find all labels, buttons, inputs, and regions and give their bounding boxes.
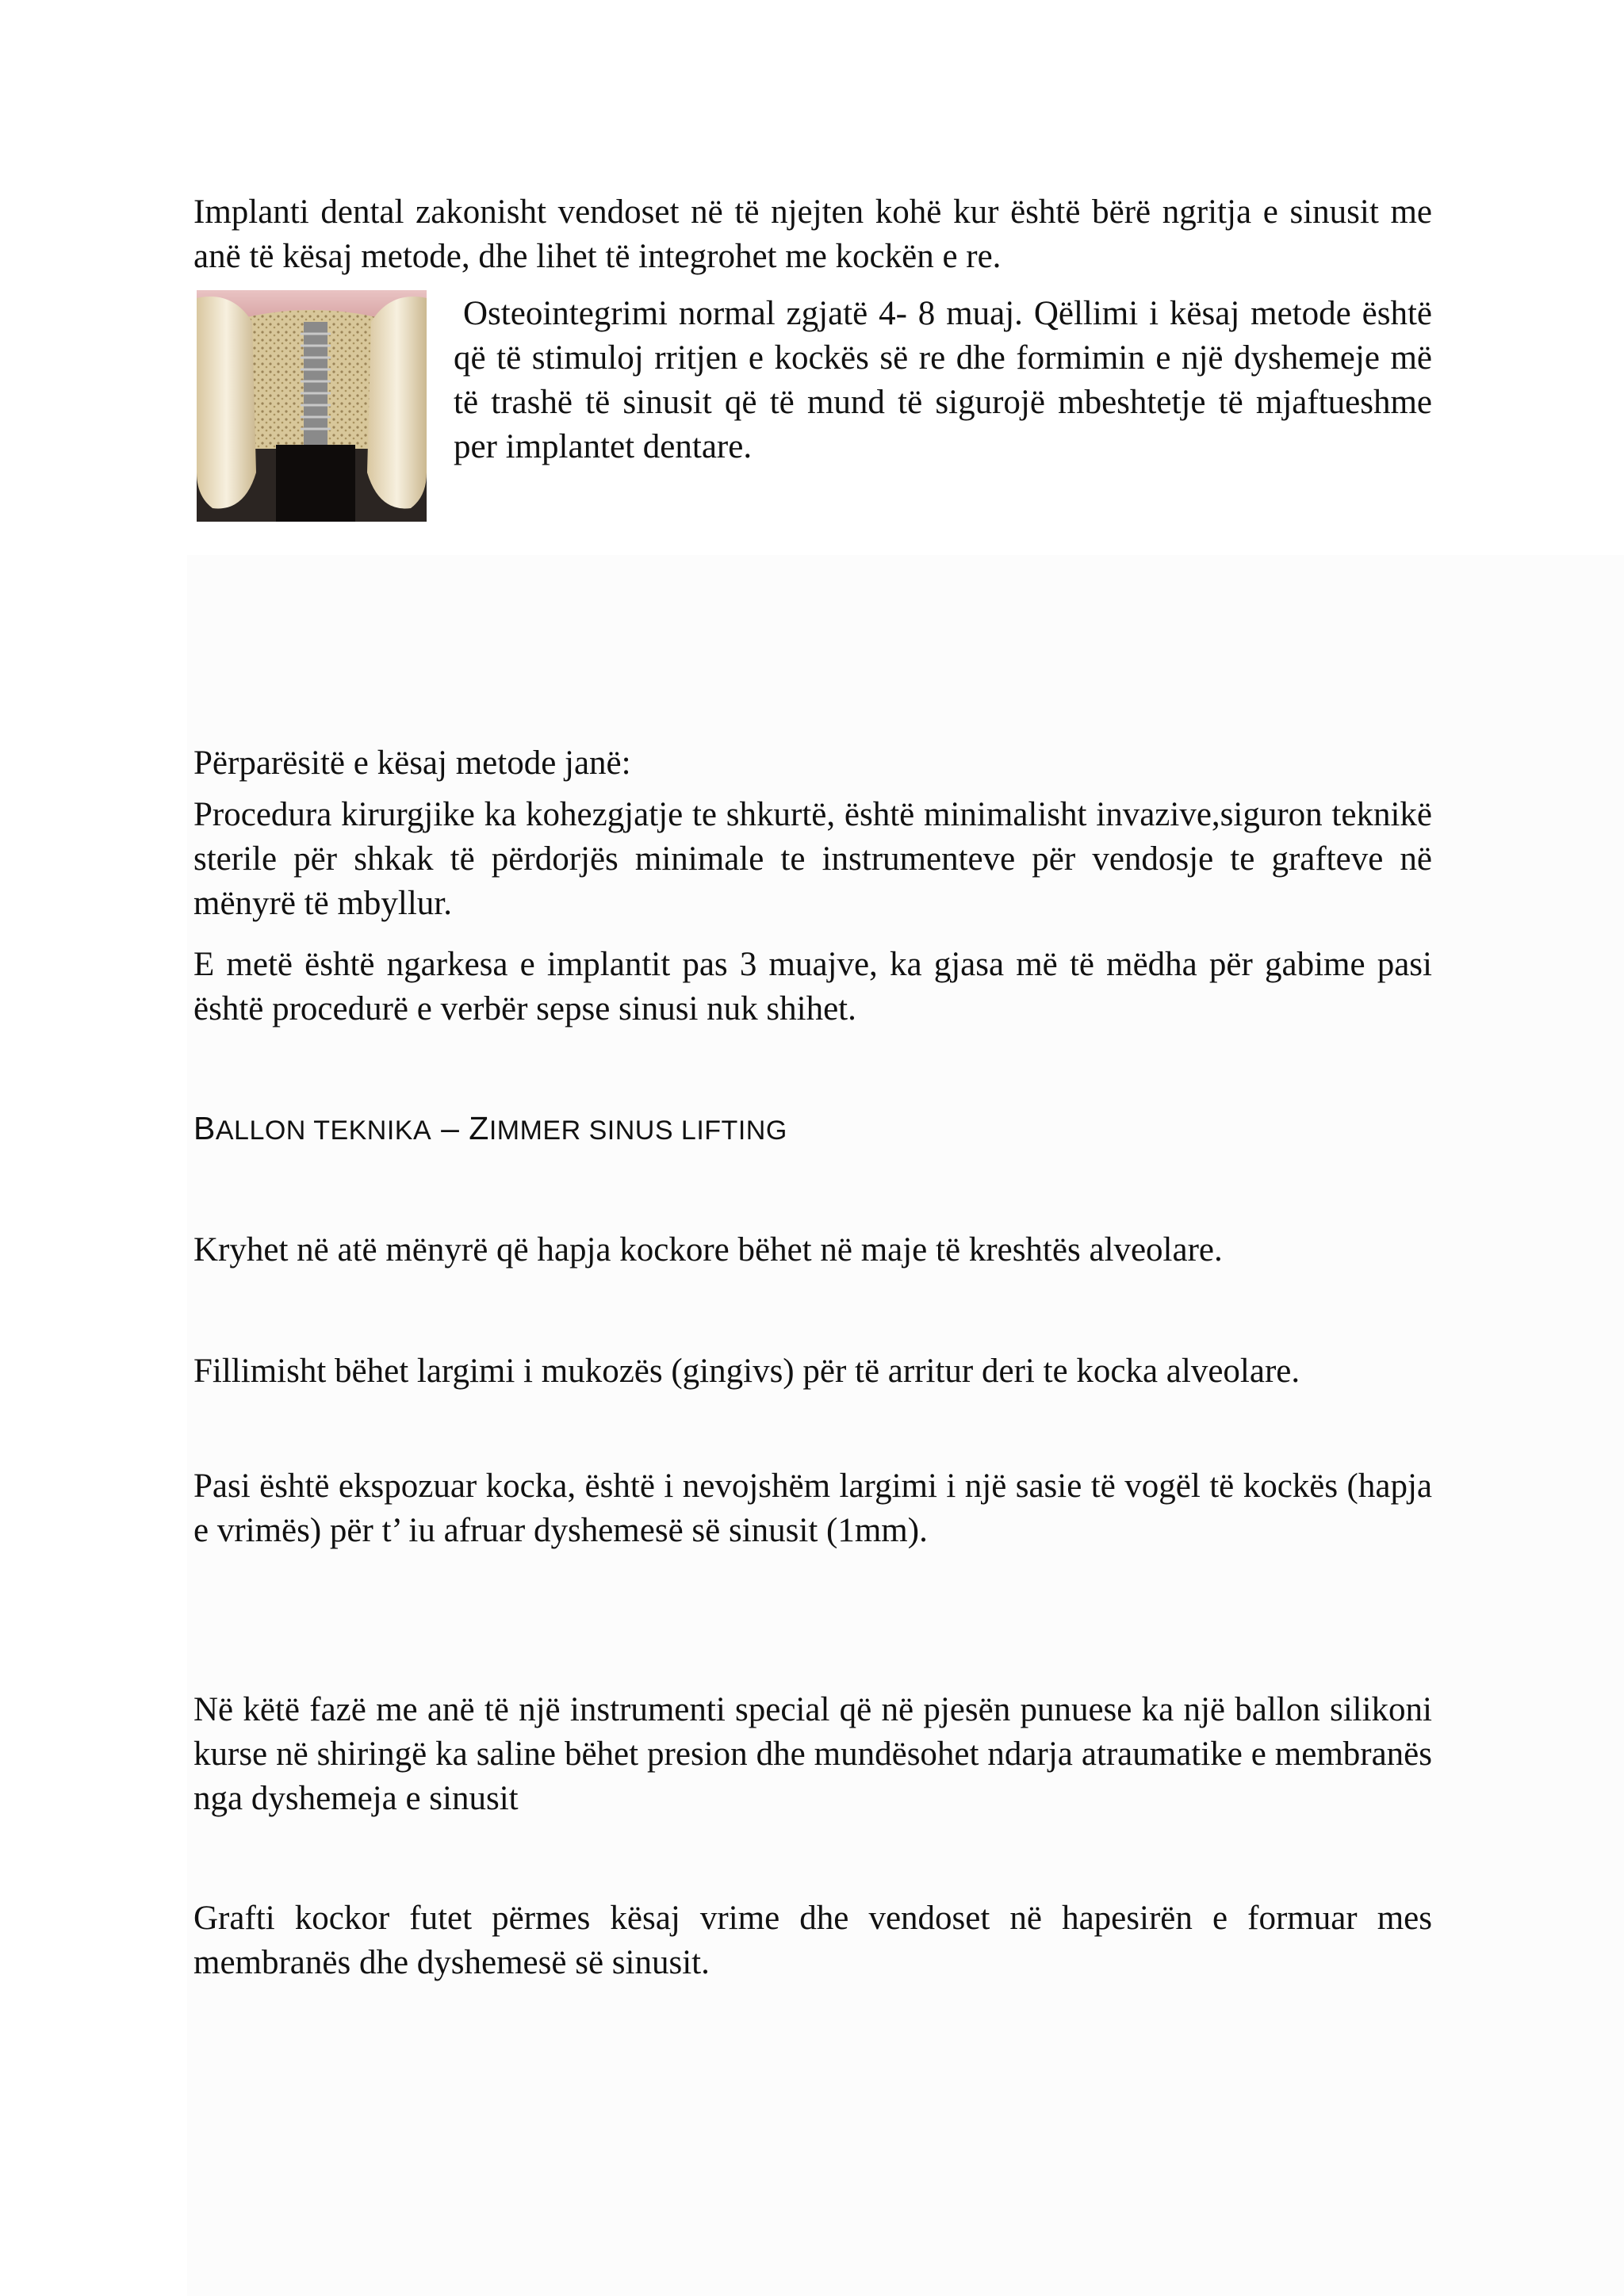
heading-initial-z: Z: [469, 1110, 489, 1146]
osteointegration-text: Osteointegrimi normal zgjatë 4- 8 muaj. Qëllimi i kësaj metode është që të stimuloj rritjen e kockës së re dhe formimin e një dyshemeje më të trashë të sinusit që të mund të sigurojë mbeshtetje të mjaftueshme per implantet dentare.: [454, 295, 1432, 465]
paragraph-fillimisht: Fillimisht bëhet largimi i mukozës (gingivs) për të arritur deri te kocka alveolare.: [193, 1353, 1300, 1390]
paragraph-pasi: Pasi është ekspozuar kocka, është i nevojshëm largimi i një sasie të vogël të kockës (hapja e vrimës) për t’ iu afruar dyshemesë së sinusit (1mm).: [193, 1468, 1432, 1549]
advantages-title: Përparësitë e kësaj metode janë:: [193, 744, 631, 782]
heading-immer-sinus-lifting: IMMER SINUS LIFTING: [488, 1115, 787, 1146]
dental-implant-illustration: [197, 290, 427, 522]
paragraph-advantages: Procedura kirurgjike ka kohezgjatje te shkurtë, është minimalisht invazive,siguron teknikë sterile për shkak të përdorjës minimale te instrumenteve për vendosje te grafteve në mënyrë të mbyllur.: [193, 796, 1432, 922]
paragraph-implant-intro: Implanti dental zakonisht vendoset në të njejten kohë kur është bërë ngritja e sinusit me anë të kësaj metode, dhe lihet të integrohet me kockën e re.: [193, 193, 1432, 275]
paragraph-disadvantages: E metë është ngarkesa e implantit pas 3 muajve, ka gjasa më të mëdha për gabime pasi është procedurë e verbër sepse sinusi nuk shihet.: [193, 946, 1432, 1027]
paragraph-grafti: Grafti kockor futet përmes kësaj vrime dhe vendoset në hapesirën e formuar mes membranës dhe dyshemesë së sinusit.: [193, 1900, 1432, 1981]
paragraph-osteointegration: [454, 292, 1432, 469]
figure-with-text: [193, 290, 1432, 525]
heading-dash: –: [431, 1110, 469, 1146]
paragraph-ne-kete: Në këtë fazë me anë të një instrumenti special që në pjesën punuese ka një ballon silikoni kurse në shiringë ka saline bëhet presion dhe mundësohet ndarja atraumatike e membranës nga dyshemeja e sinusit: [193, 1691, 1432, 1817]
heading-initial-b: B: [193, 1110, 216, 1146]
heading-allon-teknika: ALLON TEKNIKA: [215, 1115, 432, 1146]
paragraph-kryhet: Kryhet në atë mënyrë që hapja kockore bëhet në maje të kreshtës alveolare.: [193, 1231, 1223, 1269]
section-heading: [193, 1110, 787, 1147]
